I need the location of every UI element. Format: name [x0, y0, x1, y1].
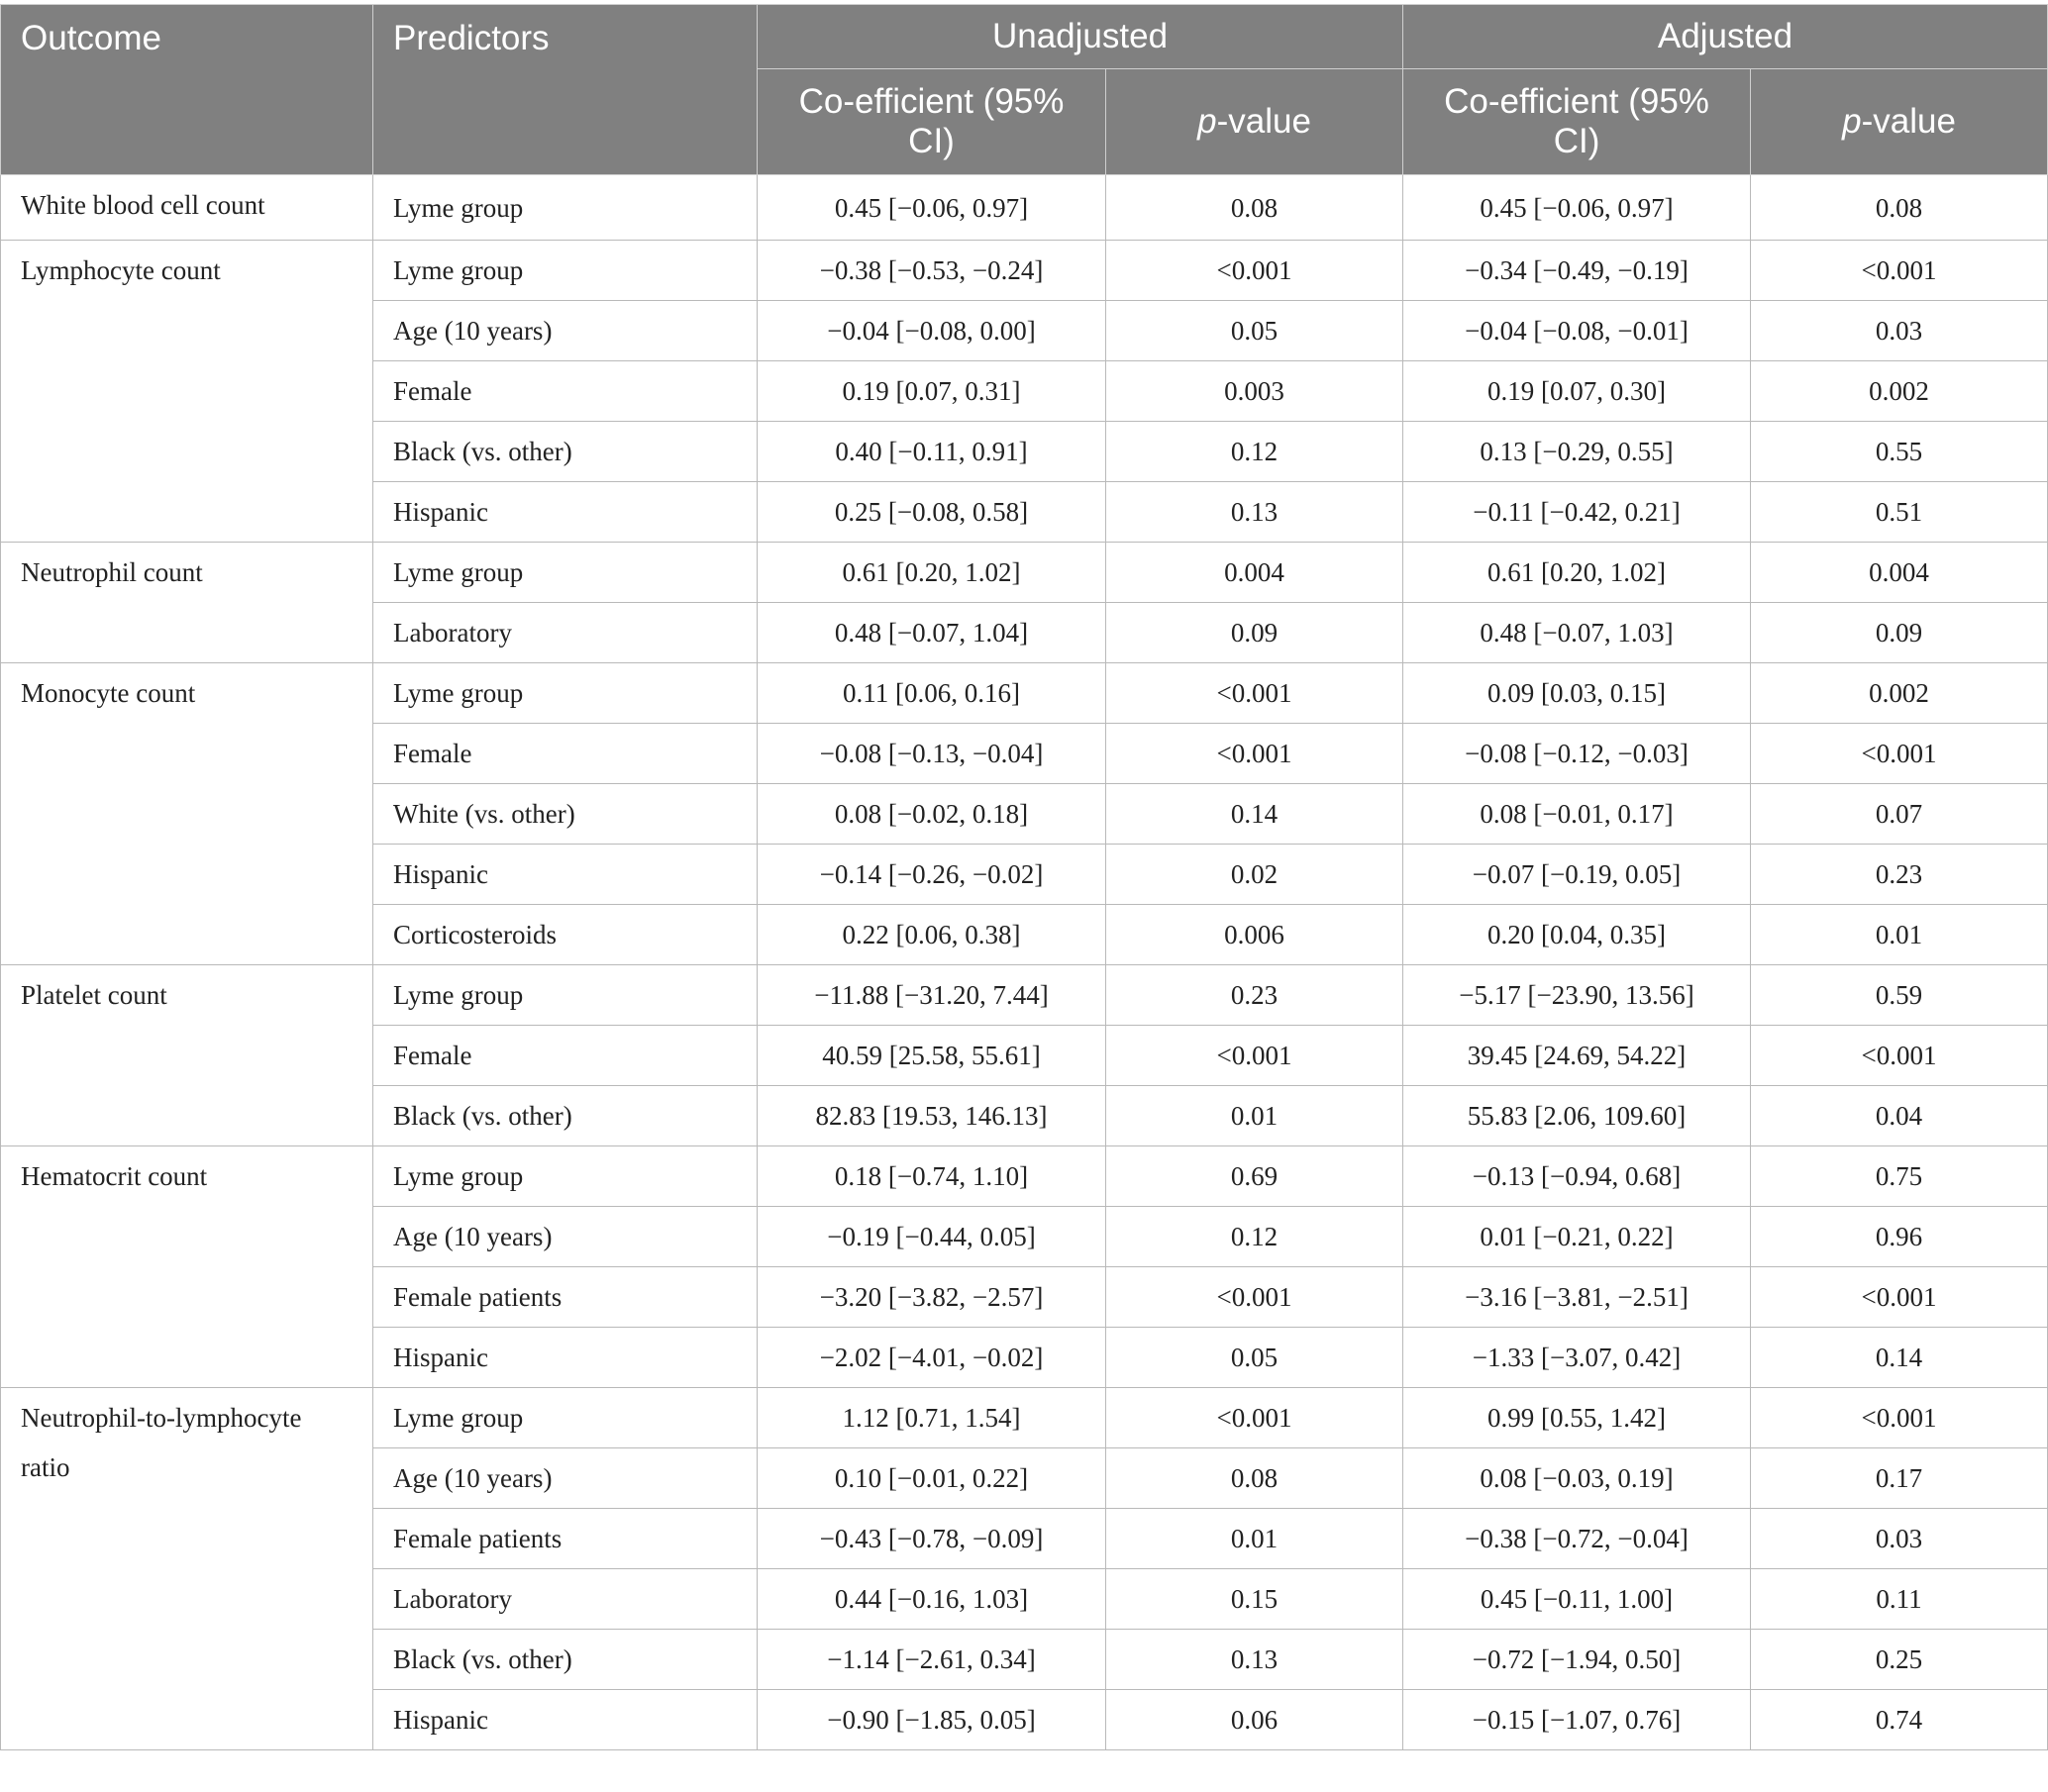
adjusted-p-value-cell: <0.001: [1751, 1388, 2048, 1448]
header-unadjusted-coefficient: Co-efficient (95% CI): [758, 69, 1106, 175]
predictor-cell: Lyme group: [373, 241, 758, 301]
adjusted-p-value-cell: 0.03: [1751, 301, 2048, 361]
unadjusted-p-value-cell: <0.001: [1106, 663, 1403, 724]
p-value-suffix: -value: [1861, 102, 1956, 141]
adjusted-p-value-cell: 0.11: [1751, 1569, 2048, 1630]
adjusted-coefficient-cell: −0.72 [−1.94, 0.50]: [1403, 1630, 1751, 1690]
adjusted-coefficient-cell: 0.13 [−0.29, 0.55]: [1403, 422, 1751, 482]
unadjusted-p-value-cell: 0.08: [1106, 1448, 1403, 1509]
header-adjusted-p-value: [1751, 69, 2048, 175]
predictor-cell: Hispanic: [373, 845, 758, 905]
predictor-cell: Hispanic: [373, 1690, 758, 1750]
unadjusted-coefficient-cell: 1.12 [0.71, 1.54]: [758, 1388, 1106, 1448]
predictor-cell: Female: [373, 1026, 758, 1086]
adjusted-p-value-cell: 0.17: [1751, 1448, 2048, 1509]
adjusted-coefficient-cell: 0.20 [0.04, 0.35]: [1403, 905, 1751, 965]
table-body: [1, 175, 2048, 1750]
unadjusted-p-value-cell: <0.001: [1106, 724, 1403, 784]
adjusted-p-value-cell: 0.14: [1751, 1328, 2048, 1388]
adjusted-coefficient-cell: −0.38 [−0.72, −0.04]: [1403, 1509, 1751, 1569]
outcome-cell: Lymphocyte count: [1, 241, 373, 543]
adjusted-coefficient-cell: 0.09 [0.03, 0.15]: [1403, 663, 1751, 724]
unadjusted-coefficient-cell: −2.02 [−4.01, −0.02]: [758, 1328, 1106, 1388]
adjusted-coefficient-cell: −1.33 [−3.07, 0.42]: [1403, 1328, 1751, 1388]
unadjusted-coefficient-cell: 0.10 [−0.01, 0.22]: [758, 1448, 1106, 1509]
predictor-cell: Hispanic: [373, 1328, 758, 1388]
predictor-cell: Lyme group: [373, 1146, 758, 1207]
adjusted-coefficient-cell: 0.45 [−0.06, 0.97]: [1403, 175, 1751, 241]
predictor-cell: Lyme group: [373, 663, 758, 724]
unadjusted-coefficient-cell: −0.38 [−0.53, −0.24]: [758, 241, 1106, 301]
unadjusted-coefficient-cell: −0.04 [−0.08, 0.00]: [758, 301, 1106, 361]
adjusted-coefficient-cell: −0.04 [−0.08, −0.01]: [1403, 301, 1751, 361]
unadjusted-p-value-cell: <0.001: [1106, 1026, 1403, 1086]
predictor-cell: Age (10 years): [373, 1207, 758, 1267]
adjusted-coefficient-cell: 0.19 [0.07, 0.30]: [1403, 361, 1751, 422]
adjusted-coefficient-cell: 0.99 [0.55, 1.42]: [1403, 1388, 1751, 1448]
regression-table: [0, 4, 2048, 1750]
adjusted-coefficient-cell: −0.15 [−1.07, 0.76]: [1403, 1690, 1751, 1750]
adjusted-p-value-cell: 0.08: [1751, 175, 2048, 241]
outcome-cell: Platelet count: [1, 965, 373, 1146]
unadjusted-coefficient-cell: −1.14 [−2.61, 0.34]: [758, 1630, 1106, 1690]
adjusted-p-value-cell: <0.001: [1751, 724, 2048, 784]
table-row: [1, 965, 2048, 1026]
unadjusted-p-value-cell: <0.001: [1106, 1267, 1403, 1328]
unadjusted-p-value-cell: 0.13: [1106, 482, 1403, 543]
adjusted-p-value-cell: 0.002: [1751, 663, 2048, 724]
predictor-cell: Female patients: [373, 1509, 758, 1569]
adjusted-coefficient-cell: −0.07 [−0.19, 0.05]: [1403, 845, 1751, 905]
unadjusted-coefficient-cell: 0.25 [−0.08, 0.58]: [758, 482, 1106, 543]
p-value-suffix: -value: [1216, 102, 1311, 141]
adjusted-coefficient-cell: −0.34 [−0.49, −0.19]: [1403, 241, 1751, 301]
unadjusted-p-value-cell: 0.004: [1106, 543, 1403, 603]
unadjusted-coefficient-cell: 0.40 [−0.11, 0.91]: [758, 422, 1106, 482]
predictor-cell: Lyme group: [373, 965, 758, 1026]
unadjusted-coefficient-cell: −3.20 [−3.82, −2.57]: [758, 1267, 1106, 1328]
header-adjusted-coefficient: Co-efficient (95% CI): [1403, 69, 1751, 175]
adjusted-coefficient-cell: −3.16 [−3.81, −2.51]: [1403, 1267, 1751, 1328]
unadjusted-p-value-cell: 0.006: [1106, 905, 1403, 965]
unadjusted-coefficient-cell: 0.11 [0.06, 0.16]: [758, 663, 1106, 724]
unadjusted-p-value-cell: 0.09: [1106, 603, 1403, 663]
unadjusted-coefficient-cell: 0.44 [−0.16, 1.03]: [758, 1569, 1106, 1630]
outcome-cell: White blood cell count: [1, 175, 373, 241]
predictor-cell: Age (10 years): [373, 1448, 758, 1509]
adjusted-p-value-cell: 0.96: [1751, 1207, 2048, 1267]
adjusted-coefficient-cell: −0.08 [−0.12, −0.03]: [1403, 724, 1751, 784]
adjusted-coefficient-cell: 0.45 [−0.11, 1.00]: [1403, 1569, 1751, 1630]
adjusted-coefficient-cell: 0.08 [−0.01, 0.17]: [1403, 784, 1751, 845]
unadjusted-coefficient-cell: −0.19 [−0.44, 0.05]: [758, 1207, 1106, 1267]
header-unadjusted-p-value: [1106, 69, 1403, 175]
adjusted-p-value-cell: 0.51: [1751, 482, 2048, 543]
header-predictors: Predictors: [373, 5, 758, 175]
adjusted-p-value-cell: 0.75: [1751, 1146, 2048, 1207]
unadjusted-coefficient-cell: 0.18 [−0.74, 1.10]: [758, 1146, 1106, 1207]
predictor-cell: Female patients: [373, 1267, 758, 1328]
unadjusted-coefficient-cell: −0.08 [−0.13, −0.04]: [758, 724, 1106, 784]
adjusted-coefficient-cell: 55.83 [2.06, 109.60]: [1403, 1086, 1751, 1146]
adjusted-p-value-cell: 0.002: [1751, 361, 2048, 422]
predictor-cell: Age (10 years): [373, 301, 758, 361]
adjusted-p-value-cell: 0.01: [1751, 905, 2048, 965]
adjusted-p-value-cell: 0.004: [1751, 543, 2048, 603]
header-unadjusted: Unadjusted: [758, 5, 1403, 69]
adjusted-p-value-cell: <0.001: [1751, 1026, 2048, 1086]
unadjusted-p-value-cell: 0.69: [1106, 1146, 1403, 1207]
unadjusted-p-value-cell: 0.14: [1106, 784, 1403, 845]
adjusted-p-value-cell: <0.001: [1751, 1267, 2048, 1328]
adjusted-p-value-cell: <0.001: [1751, 241, 2048, 301]
adjusted-p-value-cell: 0.55: [1751, 422, 2048, 482]
adjusted-p-value-cell: 0.23: [1751, 845, 2048, 905]
unadjusted-coefficient-cell: −11.88 [−31.20, 7.44]: [758, 965, 1106, 1026]
adjusted-coefficient-cell: −0.11 [−0.42, 0.21]: [1403, 482, 1751, 543]
adjusted-coefficient-cell: 0.08 [−0.03, 0.19]: [1403, 1448, 1751, 1509]
unadjusted-p-value-cell: 0.12: [1106, 422, 1403, 482]
adjusted-coefficient-cell: 0.48 [−0.07, 1.03]: [1403, 603, 1751, 663]
p-italic-label: p: [1197, 102, 1217, 141]
unadjusted-coefficient-cell: −0.14 [−0.26, −0.02]: [758, 845, 1106, 905]
predictor-cell: Corticosteroids: [373, 905, 758, 965]
table-row: [1, 543, 2048, 603]
table-row: [1, 1388, 2048, 1448]
unadjusted-coefficient-cell: 40.59 [25.58, 55.61]: [758, 1026, 1106, 1086]
unadjusted-coefficient-cell: 82.83 [19.53, 146.13]: [758, 1086, 1106, 1146]
unadjusted-p-value-cell: <0.001: [1106, 241, 1403, 301]
adjusted-p-value-cell: 0.07: [1751, 784, 2048, 845]
predictor-cell: Female: [373, 724, 758, 784]
unadjusted-p-value-cell: 0.003: [1106, 361, 1403, 422]
predictor-cell: White (vs. other): [373, 784, 758, 845]
predictor-cell: Lyme group: [373, 175, 758, 241]
unadjusted-p-value-cell: 0.15: [1106, 1569, 1403, 1630]
adjusted-coefficient-cell: 0.01 [−0.21, 0.22]: [1403, 1207, 1751, 1267]
outcome-cell: Neutrophil-to-lymphocyte ratio: [1, 1388, 373, 1750]
predictor-cell: Female: [373, 361, 758, 422]
adjusted-p-value-cell: 0.03: [1751, 1509, 2048, 1569]
adjusted-p-value-cell: 0.04: [1751, 1086, 2048, 1146]
unadjusted-p-value-cell: 0.13: [1106, 1630, 1403, 1690]
unadjusted-p-value-cell: 0.01: [1106, 1509, 1403, 1569]
table-row: [1, 663, 2048, 724]
unadjusted-p-value-cell: 0.02: [1106, 845, 1403, 905]
header-outcome: Outcome: [1, 5, 373, 175]
unadjusted-p-value-cell: <0.001: [1106, 1388, 1403, 1448]
table-row: [1, 175, 2048, 241]
adjusted-coefficient-cell: 0.61 [0.20, 1.02]: [1403, 543, 1751, 603]
unadjusted-coefficient-cell: −0.43 [−0.78, −0.09]: [758, 1509, 1106, 1569]
unadjusted-coefficient-cell: −0.90 [−1.85, 0.05]: [758, 1690, 1106, 1750]
unadjusted-coefficient-cell: 0.08 [−0.02, 0.18]: [758, 784, 1106, 845]
header-adjusted: Adjusted: [1403, 5, 2048, 69]
predictor-cell: Black (vs. other): [373, 1630, 758, 1690]
outcome-cell: Monocyte count: [1, 663, 373, 965]
unadjusted-p-value-cell: 0.01: [1106, 1086, 1403, 1146]
unadjusted-coefficient-cell: 0.61 [0.20, 1.02]: [758, 543, 1106, 603]
unadjusted-p-value-cell: 0.08: [1106, 175, 1403, 241]
predictor-cell: Laboratory: [373, 1569, 758, 1630]
unadjusted-coefficient-cell: 0.19 [0.07, 0.31]: [758, 361, 1106, 422]
adjusted-coefficient-cell: −5.17 [−23.90, 13.56]: [1403, 965, 1751, 1026]
unadjusted-p-value-cell: 0.05: [1106, 301, 1403, 361]
predictor-cell: Lyme group: [373, 1388, 758, 1448]
adjusted-p-value-cell: 0.25: [1751, 1630, 2048, 1690]
predictor-cell: Black (vs. other): [373, 422, 758, 482]
unadjusted-p-value-cell: 0.05: [1106, 1328, 1403, 1388]
unadjusted-p-value-cell: 0.23: [1106, 965, 1403, 1026]
unadjusted-coefficient-cell: 0.48 [−0.07, 1.04]: [758, 603, 1106, 663]
adjusted-p-value-cell: 0.09: [1751, 603, 2048, 663]
adjusted-coefficient-cell: 39.45 [24.69, 54.22]: [1403, 1026, 1751, 1086]
adjusted-p-value-cell: 0.59: [1751, 965, 2048, 1026]
outcome-cell: Hematocrit count: [1, 1146, 373, 1388]
predictor-cell: Lyme group: [373, 543, 758, 603]
predictor-cell: Black (vs. other): [373, 1086, 758, 1146]
table-row: [1, 1146, 2048, 1207]
unadjusted-coefficient-cell: 0.45 [−0.06, 0.97]: [758, 175, 1106, 241]
unadjusted-p-value-cell: 0.12: [1106, 1207, 1403, 1267]
predictor-cell: Hispanic: [373, 482, 758, 543]
unadjusted-coefficient-cell: 0.22 [0.06, 0.38]: [758, 905, 1106, 965]
predictor-cell: Laboratory: [373, 603, 758, 663]
outcome-cell: Neutrophil count: [1, 543, 373, 663]
unadjusted-p-value-cell: 0.06: [1106, 1690, 1403, 1750]
adjusted-p-value-cell: 0.74: [1751, 1690, 2048, 1750]
adjusted-coefficient-cell: −0.13 [−0.94, 0.68]: [1403, 1146, 1751, 1207]
p-italic-label: p: [1842, 102, 1862, 141]
table-header: [1, 5, 2048, 175]
table-row: [1, 241, 2048, 301]
